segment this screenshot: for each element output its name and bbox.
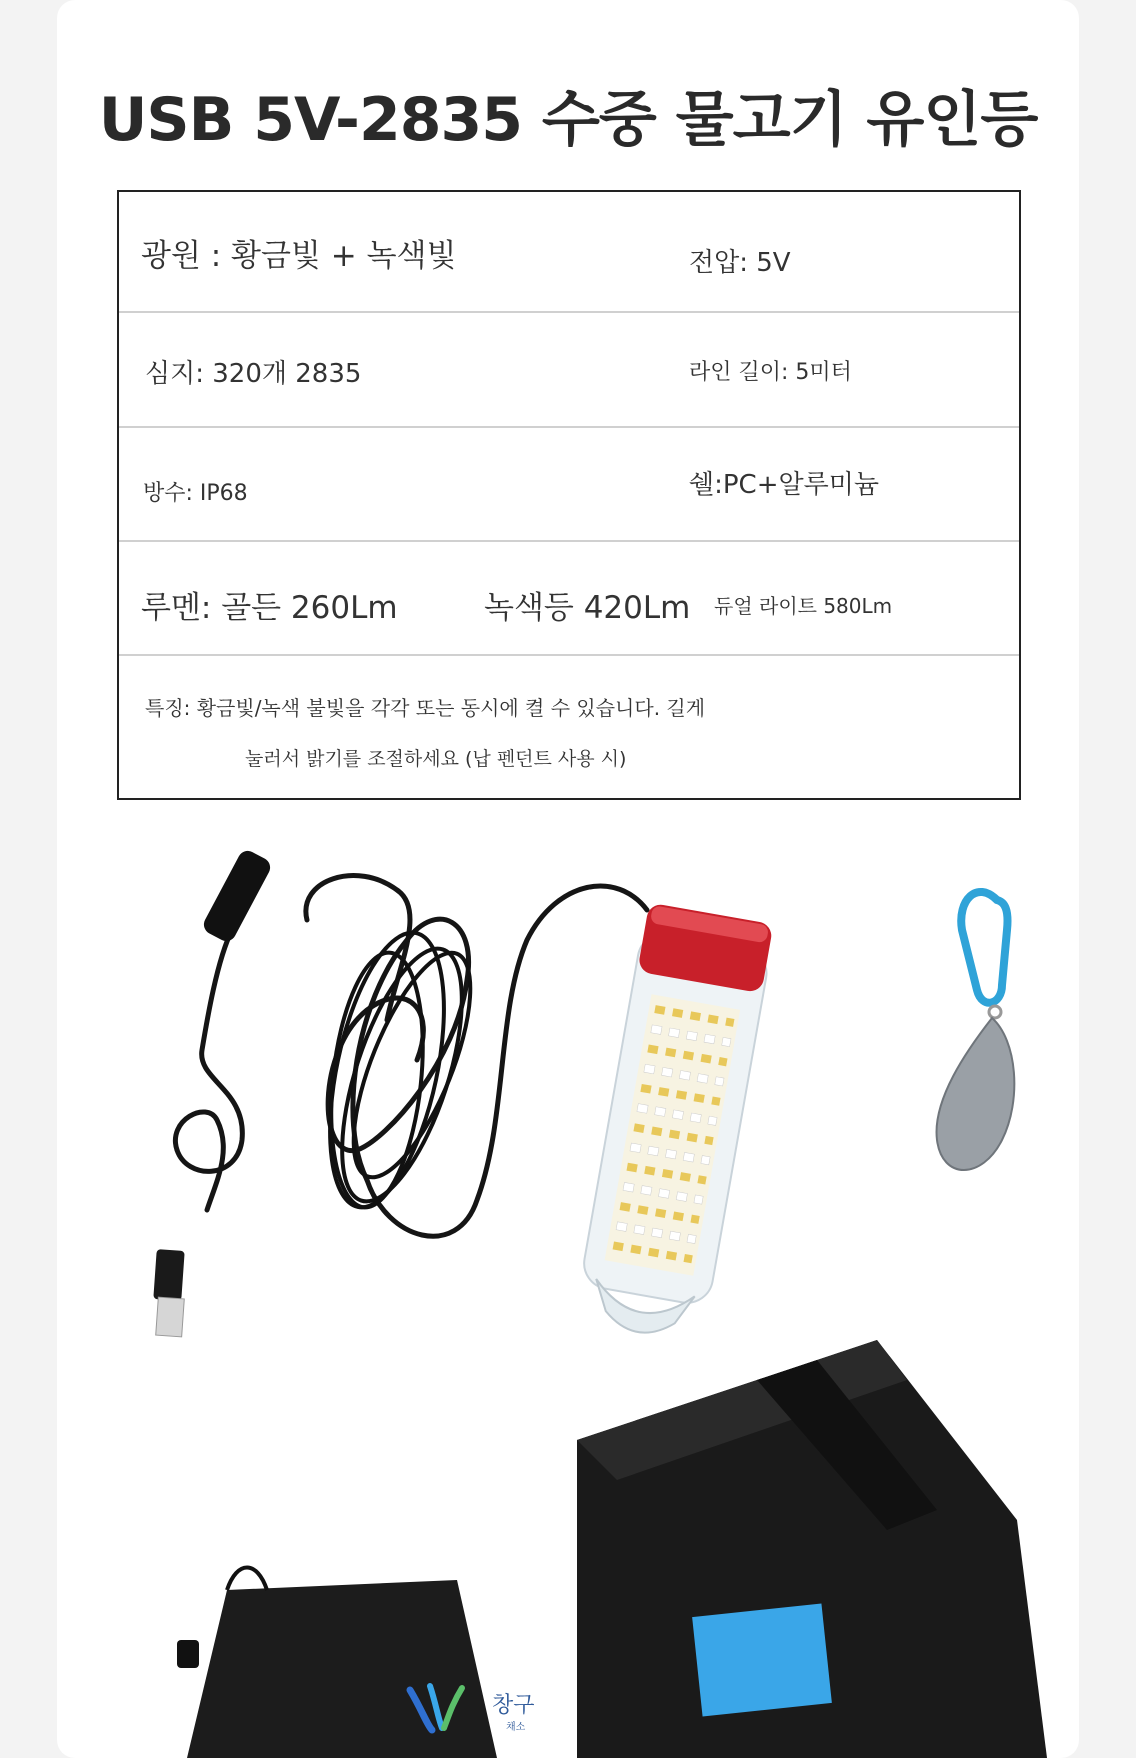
spec-voltage: 전압: 5V bbox=[689, 248, 791, 278]
spec-row bbox=[119, 313, 1019, 428]
spec-feature-line1: 특징: 황금빛/녹색 불빛을 각각 또는 동시에 켤 수 있습니다. 길게 bbox=[145, 696, 706, 720]
spec-lumen-green: 녹색등 420Lm bbox=[484, 590, 691, 626]
spec-wick: 심지: 320개 2835 bbox=[145, 359, 362, 389]
brand-logo bbox=[402, 1680, 562, 1740]
product-card bbox=[57, 0, 1079, 1758]
lead-sinker bbox=[937, 1018, 1015, 1170]
spec-row bbox=[119, 192, 1019, 313]
storage-bag bbox=[577, 1340, 1047, 1758]
page-title: USB 5V-2835 수중 물고기 유인등 bbox=[98, 85, 1038, 155]
brand-logo-icon bbox=[402, 1680, 472, 1735]
spec-waterproof: 방수: IP68 bbox=[143, 481, 248, 506]
spec-feature-line2: 눌러서 밝기를 조절하세요 (납 펜던트 사용 시) bbox=[245, 748, 627, 770]
switch-box bbox=[200, 847, 273, 944]
usb-plug bbox=[153, 1249, 184, 1337]
spec-row bbox=[119, 542, 1019, 656]
spec-lumen-dual: 듀얼 라이트 580Lm bbox=[714, 594, 893, 618]
product-photo bbox=[57, 820, 1079, 1758]
spec-row bbox=[119, 656, 1019, 800]
carabiner bbox=[961, 892, 1007, 1018]
usb-cable bbox=[175, 876, 647, 1237]
spec-light-source: 광원 : 황금빛 + 녹색빛 bbox=[141, 238, 457, 274]
brand-subtext: 채소 bbox=[506, 1722, 526, 1733]
spec-shell: 쉘:PC+알루미늄 bbox=[689, 470, 879, 500]
brand-name: 창구 bbox=[492, 1693, 535, 1718]
spec-table bbox=[117, 190, 1021, 800]
spec-lumen-golden: 루멘: 골든 260Lm bbox=[141, 590, 398, 626]
spec-line-length: 라인 길이: 5미터 bbox=[689, 360, 852, 385]
spec-row bbox=[119, 428, 1019, 542]
lamp bbox=[574, 902, 776, 1343]
